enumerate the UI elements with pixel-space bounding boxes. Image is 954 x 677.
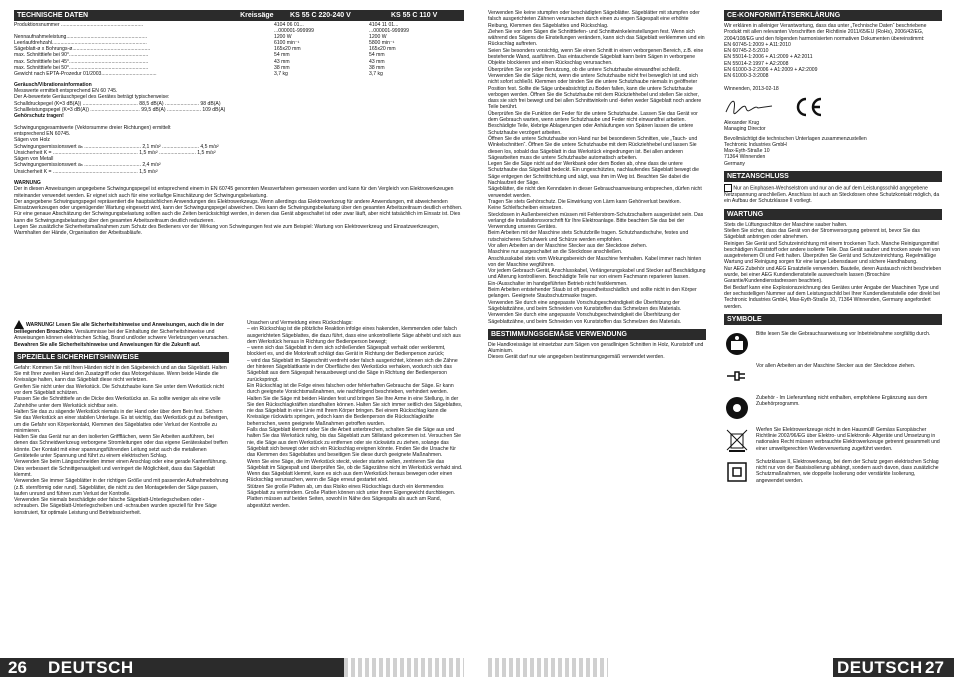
left-column-2 xyxy=(247,320,464,509)
spec-cell: 43 mm xyxy=(274,58,290,65)
spec-cell: Nennaufnahmeleistung......................................................... xyxy=(14,34,148,41)
safety-header: SPEZIELLE SICHERHEITSHINWEISE xyxy=(14,352,229,363)
safety-text-cont: Verwenden Sie keine stumpfen oder beschädigten Sägeblätter. Sägeblätter mit stumpfen oder falsch ausgerichteten Zähnen verursachen durch einen zu engen Sägespalt eine erhöhte Reibung, Klemmen des Sägeblattes und Rückschlag. Ziehen Sie vor dem Sägen die Schnitttiefen- und Schnittwinkeleinstellungen fest. Wenn sich während des Sägens die Einstellungen verändern, kann sich das Sägeblatt verklemmen und ein Rückschlag auftreten. Seien Sie besonders vorsichtig, wenn Sie einen Schnitt in einen verborgenen Bereich, z.B. eine bestehende Wand, ausführen. Das eintauchende Sägeblatt kann beim Sägen in verborgene Objekte blockieren und einen Rückschlag verursachen. Überprüfen Sie vor jeder Benutzung, ob die untere Schutzhaube einwandfrei schließt. Verwenden Sie die Säge nicht, wenn die untere Schutzhaube nicht frei beweglich ist und sich nicht sofort schließt. Klemmen oder binden Sie die untere Schutzhaube niemals in geöffneter Position fest. Sollte die Säge unbeabsichtigt zu Boden fallen, kann die untere Schutzhaube verbogen werden. Öffnen Sie die Schutzhaube mit dem Rückziehhebel und stellen Sie sicher, dass sie sich frei bewegt und bei allen Schnittwinkeln und -tiefen weder Sägeblatt noch andere Teile berührt. Überprüfen Sie die Funktion der Feder für die untere Schutzhaube. Lassen Sie das Gerät vor dem Gebrauch warten, wenn untere Schutzhaube und Feder nicht einwandfrei arbeiten. Beschädigte Teile, klebrige Ablagerungen oder Anhäufungen von Spänen lassen die untere Schutzhaube verzögert arbeiten. Öffnen Sie die untere Schutzhaube von Hand nur bei besonderen Schnitten, wie „Tauch- und Winkelschnitten“. Öffnen Sie die untere Schutzhaube mit dem Rückziehhebel und lassen Sie diesen los, sobald das Sägeblatt in das Werkstück eingedrungen ist. Bei allen anderen Sägearbeiten muss die untere Schutzhaube automatisch arbeiten. Legen Sie die Säge nicht auf der Werkbank oder dem Boden ab, ohne dass die untere Schutzhaube das Sägeblatt bedeckt. Ein ungeschütztes, nachlaufendes Sägeblatt bewegt die Säge entgegen der Schnittrichtung und sägt, was ihm im Weg ist. Beachten Sie dabei die Nachlaufzeit der Säge. Sägeblätter, die nicht den Kenndaten in dieser Gebrauchsanweisung entsprechen, dürfen nicht verwendet werden. Tragen Sie stets Gehörschutz. Die Einwirkung von Lärm kann Gehörverlust bewirken. Keine Schleifscheiben einsetzen. Steckdosen in Außenbereichen müssen mit Fehlerstrom-Schutzschaltern ausgerüstet sein. Das verlangt die Installationsvorschrift für Ihre Elektroanlage. Bitte beachten Sie das bei der Verwendung unseres Gerätes. Beim Arbeiten mit der Maschine stets Schutzbrille tragen. Schutzhandschuhe, festes und rutschsicheres Schuhwerk und Schürze werden empfohlen. Vor allen Arbeiten an der Maschine Stecker aus der Steckdose ziehen. Maschine nur ausgeschaltet an die Steckdose anschließen. Anschlusskabel stets vom Wirkungsbereich der Maschine fernhalten. Kabel immer nach hinten von der Maschine wegführen. Vor jedem Gebrauch Gerät, Anschlusskabel, Verlängerungskabel und Stecker auf Beschädigung und Alterung kontrollieren. Beschädigte Teile nur von einem Fachmann reparieren lassen. Ein-/Ausschalter im handgeführten Betrieb nicht festklemmen. Beim Arbeiten entstehender Staub ist oft gesundheitsschädlich und sollte nicht in den Körper gelangen. Geeignete Staubschutzmaske tragen. Verwenden Sie durch eine angepasste Vorschubgeschwindigkeit die Überhitzung der Sägeblattzähne, und beim Schneiden von Kunststoffen das Schmelzen des Materials. Verwenden Sie durch eine angepasste Vorschubgeschwindigkeit die Überhitzung der Sägeblattzähne, und beim Schneiden von Kunststoffen das Schmelzen des Materials. xyxy=(488,10,706,325)
symbols-list xyxy=(724,331,942,485)
spec-cell: 43 mm xyxy=(369,58,385,65)
class-ii-small-icon xyxy=(724,184,732,192)
mains-header: NETZANSCHLUSS xyxy=(724,171,942,182)
read-manual-icon xyxy=(724,331,750,357)
page-number: 26 xyxy=(8,658,27,677)
symbol-text: Bitte lesen Sie die Gebrauchsanweisung vor Inbetriebnahme sorgfältig durch. xyxy=(756,330,931,337)
spec-cell: max. Schnitttiefe bei 50°........................................................ xyxy=(14,64,149,71)
page-number-right: 27 xyxy=(925,658,944,677)
spec-cell: 38 mm xyxy=(369,64,385,71)
footer-stripe xyxy=(344,658,464,677)
weee-bin-icon xyxy=(724,427,750,453)
read-all-warning: WARNUNG! Lesen Sie alle Sicherheitshinweise und Anweisungen, auch die in der beiliegenden Broschüre. xyxy=(14,321,224,335)
right-column-1 xyxy=(488,10,706,361)
warning-triangle-icon xyxy=(14,320,24,329)
tech-data-title: TECHNISCHE DATEN xyxy=(17,12,89,19)
ce-mark-icon xyxy=(794,96,824,118)
keep-instructions: Bewahren Sie alle Sicherheitshinweise und Anweisungen für die Zukunft auf. xyxy=(14,341,201,348)
spec-col-2: KS 55 C 110 V xyxy=(390,12,438,19)
safety-text: Gefahr: Kommen Sie mit Ihren Händen nicht in den Sägebereich und an das Sägeblatt. Halten Sie mit Ihrer zweiten Hand den Zusatzgriff oder das Motorgehäuse. Wenn beide Hände die Kreissäge halten, kann das Sägeblatt diese nicht verletzen. Greifen Sie nicht unter das Werkstück. Die Schutzhaube kann Sie unter dem Werkstück nicht vor dem Sägeblatt schützen. Passen Sie die Schnitttiefe an die Dicke des Werkstücks an. Es sollte weniger als eine volle Zahnhöhe unter dem Werkstück sichtbar sein. Halten Sie das zu sägende Werkstück niemals in der Hand oder über dem Bein fest. Sichern Sie das Werkstück an einer stabilen Unterlage. Es ist wichtig, das Werkstück gut zu befestigen, um die Gefahr von Körperkontakt, Klemmen des Sägeblattes oder Verlust der Kontrolle zu minimieren. Halten Sie das Gerät nur an den isolierten Griffflächen, wenn Sie Arbeiten ausführen, bei denen das Schneidwerkzeug verborgene Stromleitungen oder das eigene Geräteskabel treffen könnte. Der Kontakt mit einer spannungsführenden Leitung setzt auch die metallenen Geräteteile unter Spannung und führt zu einem elektrischen Schlag. Verwenden Sie beim Längsschneiden immer einen Anschlag oder eine gerade Kantenführung. Dies verbessert die Schnittgenauigkeit und verringert die Möglichkeit, dass das Sägeblatt klemmt. Verwenden Sie immer Sägeblätter in der richtigen Größe und mit passender Aufnahmebohrung (z.B. sternförmig oder rund). Sägeblätter, die nicht zu den Montageteilen der Säge passen, laufen unrund und führen zum Verlust der Kontrolle. Verwenden Sie niemals beschädigte oder falsche Sägeblatt-Unterlegscheiben oder -schrauben. Die Sägeblatt-Unterlegscheiben und -schrauben wurden speziell für Ihre Säge konstruiert, für optimale Leistung und Betriebssicherheit. xyxy=(14,364,229,516)
symbol-row xyxy=(724,363,942,389)
symbol-row xyxy=(724,427,942,453)
intended-use-header: BESTIMMUNGSGEMÄSE VERWENDUNG xyxy=(488,329,706,340)
warning-title: WARNUNG xyxy=(14,180,41,186)
spec-cell: 3,7 kg xyxy=(369,70,383,77)
kickback-text: Ursachen und Vermeidung eines Rückschlags: – ein Rückschlag ist die plötzliche Reaktion infolge eines hakenden, klemmenden oder falsch ausgerichteten Sägeblattes, die dazu führt, dass eine unkontrollierte Säge abhebt und sich aus dem Werkstück heraus in Richtung der Bedienperson bewegt; – wenn sich das Sägeblatt in dem sich schließenden Sägespalt verhakt oder verklemmt, blockiert es, und die Motorkraft schlägt das Gerät in Richtung der Bedienperson zurück; – wird das Sägeblatt im Sägeschnitt verdreht oder falsch ausgerichtet, können sich die Zähne der hinteren Sägeblattkante in der Oberfläche des Werkstücks verhaken, wodurch sich das Sägeblatt aus dem Sägespalt herausbewegt und die Säge in Richtung der Bedienperson zurückspringt. Ein Rückschlag ist die Folge eines falschen oder fehlerhaften Gebrauchs der Säge. Er kann durch geeignete Vorsichtsmaßnahmen, wie nachfolgend beschrieben, verhindert werden. Halten Sie die Säge mit beiden Händen fest und bringen Sie Ihre Arme in eine Stellung, in der Sie den Rückschlagkräften standhalten können. Halten Sie sich immer seitlich des Sägeblattes, nie das Sägeblatt in eine Linie mit Ihrem Körper bringen. Bei einem Rückschlag kann die Kreissäge rückwärts springen, jedoch kann die Bedienperson die Rückschlagkräfte beherrschen, wenn geeignete Maßnahmen getroffen wurden. Falls das Sägeblatt klemmt oder Sie die Arbeit unterbrechen, schalten Sie die Säge aus und halten Sie das Werkstück ruhig, bis das Sägeblatt zum Stillstand gekommen ist. Versuchen Sie nie, die Säge aus dem Werkstück zu entfernen oder sie rückwärts zu ziehen, solange das Sägeblatt sich bewegt oder sich ein Rückschlag ereignen könnte. Finden Sie die Ursache für das Klemmen des Sägeblattes und beseitigen Sie diese durch geeignete Maßnahmen. Wenn Sie eine Säge, die im Werkstück steckt, wieder starten wollen, zentrieren Sie das Sägeblatt im Sägespalt und überprüfen Sie, ob die Sägezähne nicht im Werkstück verhakt sind. Wenn das Sägeblatt klemmt, kann es sich aus dem Werkstück heraus bewegen oder einen Rückschlag verursachen, wenn die Säge erneut gestartet wird. Stützen Sie große Platten ab, um das Risiko eines Rückschlags durch ein klemmendes Sägeblatt zu vermindern. Große Platten können sich unter ihrem Eigengewicht durchbiegen. Platten müssen auf beiden Seiten, sowohl in Nähe des Sägespalts als auch am Rand, abgestützt werden. xyxy=(247,320,463,509)
ce-authorised: Bevollmächtigt die technischen Unterlagen zusammenzustellen Techtronic Industries GmbH Max-Eyth-Straße 10 71364 Winnenden Germany xyxy=(724,135,867,167)
ce-text: Wir erklären in alleiniger Verantwortung, dass das unter „Technische Daten“ beschriebene Produkt mit allen relevanten Vorschriften der Richtlinie 2011/65/EU (RoHs), 2006/42/EG, 2004/108/EG und den folgenden harmonisierten normativen Dokumenten übereinstimmt: EN 60745-1:2009 + A11:2010 EN 60745-2-5:2010 EN 55014-1:2006 + A1:2009 + A2:2011 EN 55014-2:1997 + A2:2008 EN 61000-3-2:2006 + A1:2009 + A2:2009 EN 61000-3-3:2008 xyxy=(724,23,927,80)
spec-cell: ...000001-999999 xyxy=(274,28,314,35)
saw-blade-icon xyxy=(724,395,750,421)
ce-place-date: Winnenden, 2013-02-18 xyxy=(724,85,779,92)
spec-table xyxy=(14,22,464,77)
noise-section xyxy=(14,82,464,237)
spec-cell: 3,7 kg xyxy=(274,70,288,77)
left-column-1 xyxy=(14,320,229,516)
warning-text: Der in diesen Anweisungen angegebene Schwingungspegel ist entsprechend einem in EN 60745 genormten Messverfahren gemessen worden und kann für den Vergleich von Elektrowerkzeugen miteinander verwendet werden. Er eignet sich auch für eine vorläufige Einschätzung der Schwingungsbelastung. Der angegebene Schwingungspegel repräsentiert die hauptsächlichen Anwendungen des Elektrowerkzeugs. Wenn allerdings das Elektrowerkzeug für andere Anwendungen, mit abweichenden Einsatzwerkzeugen oder ungenügender Wartung eingesetzt wird, kann der Schwingungspegel abweichen. Dies kann die Schwingungsbelastung über den gesamten Arbeitszeitraum deutlich erhöhen. Für eine genaue Abschätzung der Schwingungsbelastung sollten auch die Zeiten berücksichtigt werden, in denen das Gerät abgeschaltet ist oder zwar läuft, aber nicht tatsächlich im Einsatz ist. Dies kann die Schwingungsbelastung über den gesamten Arbeitszeitraum deutlich reduzieren. Legen Sie zusätzliche Sicherheitsmaßnahmen zum Schutz des Bedieners vor der Wirkung von Schwingungen fest wie zum Beispiel: Wartung von Elektrowerkzeug und Einsatzwerkzeugen, Warmhalten der Hände, Organisation der Arbeitsabläufe. xyxy=(14,186,463,237)
right-column-2 xyxy=(724,10,942,485)
class-ii-icon xyxy=(724,459,750,485)
spec-cell: 5800 min⁻¹ xyxy=(369,40,395,47)
maintenance-header: WARTUNG xyxy=(724,209,942,220)
symbols-header: SYMBOLE xyxy=(724,314,942,325)
spec-cell: 6100 min⁻¹ xyxy=(274,40,300,47)
spec-cell: 38 mm xyxy=(274,64,290,71)
spec-cell: 165x20 mm xyxy=(369,46,396,53)
spec-col-0: Kreissäge xyxy=(240,12,274,19)
spec-cell: 1200 W xyxy=(369,34,387,41)
symbol-row xyxy=(724,395,942,421)
ce-signatory: Alexander Krug Managing Director xyxy=(724,119,766,133)
spec-cell: Produktionsnummer .......................................................... xyxy=(14,22,144,28)
spec-cell: Leerlaufdrehzahl................................................................... xyxy=(14,40,147,47)
tech-data-header xyxy=(14,10,464,21)
mains-text: Nur an Einphasen-Wechselstrom und nur an die auf dem Leistungsschild angegebene Netzspannung anschließen. Anschluss ist auch an Steckdosen ohne Schutzkontakt möglich, da ein Aufbau der Schutzklasse II vorliegt. xyxy=(724,185,940,205)
spec-cell: 165x20 mm xyxy=(274,46,301,53)
maintenance-text: Stets die Lüftungsschlitze der Maschine sauber halten. Stellen Sie sicher, dass das Gerät von der Stromversorgung getrennt ist, bevor Sie das Sägeblatt anbringen oder abnehmen. Reinigen Sie Gerät und Schutzeinrichtung mit einem trockenen Tuch. Manche Reinigungsmittel beschädigen Kunststoff oder andere isolierte Teile. Das Gerät sauber und trocken sowie frei von ausgetretenem Öl und Fett halten. Überprüfen Sie Gerät und Schutzeinrichtung. Regelmäßige Wartung und Reinigung sorgen für eine lange Lebensdauer und sichere Handhabung. Nur AEG Zubehör und AEG Ersatzteile verwenden. Bauteile, deren Austausch nicht beschrieben wurde, bei einer AEG Kundendienststelle auswechseln lassen (Broschüre Garantie/Kundendienstadressen beachten). Bei Bedarf kann eine Explosionszeichnung des Gerätes unter Angabe der Maschinen Type und der sechsstelligen Nummer auf dem Leistungsschild bei Ihrer Kundendienststelle oder direkt bei Techtronic Industries GmbH, Max-Eyth-Straße 10, 71364 Winnenden, Germany angefordert werden. xyxy=(724,221,942,310)
symbol-row xyxy=(724,331,942,357)
spec-cell: 4104 11 01... xyxy=(369,22,399,28)
read-all-text: Versäumnisse bei der Einhaltung der Sicherheitshinweise und Anweisungen können elektrischen Schlag, Brand und/oder schwere Verletzungen verursachen. xyxy=(14,329,229,342)
vibration-values: Schwingungsgesamtwerte (Vektorsumme dreier Richtungen) ermittelt entsprechend EN 60745. Sägen von Holz Schwingungsemissionswert aₕ ........................................ 2,1 m/s² .......................... 4,5 m/s² Unsicherheit K = ............................................................ 1,5 m/s² .......................... 1,5 m/s² Sägen von Metall Schwingungsemissionswert aₕ ........................................ 2,4 m/s² Unsicherheit K = ............................................................ 1,5 m/s² xyxy=(14,124,219,175)
symbol-text: Vor allen Arbeiten an der Maschine Stecker aus der Steckdose ziehen. xyxy=(756,362,916,369)
ce-signature-row xyxy=(724,94,942,120)
ear-protection-note: Gehörschutz tragen! xyxy=(14,113,64,120)
noise-values: Messwerte ermittelt entsprechend EN 60 745. Der A-bewertete Geräuschpegel des Gerätes beträgt typischerweise: Schalldruckpegel (K=3 dB(A)) ....................................... 88,5 dB(A) ........................ 98 dB(A) Schallleistungspegel (K=3 dB(A)) ................................... 99,5 dB(A) ........................ 109 dB(A) xyxy=(14,88,226,114)
spec-cell: 54 mm xyxy=(274,52,290,59)
unplug-icon xyxy=(724,363,750,389)
signature-icon xyxy=(724,96,774,118)
right-footer xyxy=(833,658,954,677)
spec-cell: 54 mm xyxy=(369,52,385,59)
symbol-row xyxy=(724,459,942,485)
spec-cell: Gewicht nach EPTA-Prozedur 01/2003....................................... xyxy=(14,70,157,77)
symbol-text: Zubehör - Im Lieferumfang nicht enthalten, empfohlene Ergänzung aus dem Zubehörprogramm. xyxy=(756,394,928,408)
spec-cell: Sägeblatt-ø x Bohrungs-ø....................................................... xyxy=(14,46,151,53)
spec-cell: 4104 06 01... xyxy=(274,22,304,28)
ce-header: CE-KONFORMITÄTSERKLÄRUNG xyxy=(724,10,942,21)
symbol-text: Schutzklasse II, Elektrowerkzeug, bei dem der Schutz gegen elektrischen Schlag nicht nur von der Basisisolierung abhängt, sondern auch davon, dass zusätzliche Schutzmaßnahmen, wie doppelte Isolierung oder verstärkte Isolierung, angewendet werden. xyxy=(756,458,939,484)
noise-title: Geräusch/Vibrationsinformation xyxy=(14,81,92,88)
left-page xyxy=(8,10,464,677)
right-page xyxy=(488,10,944,677)
symbol-text: Werfen Sie Elektrowerkzeuge nicht in den Hausmüll! Gemäss Europäischer Richtlinie 2002/96/EG über Elektro- und Elektronik- Altgeräte und Umsetzung in nationales Recht müssen verbrauchte Elektrowerkzeuge getrennt gesammelt und einer umweltgerechten Wiederverwertung zugeführt werden. xyxy=(756,426,940,452)
language-label-right: DEUTSCH xyxy=(837,658,923,677)
footer-stripe-right xyxy=(488,658,608,677)
spec-cell: 1200 W xyxy=(274,34,292,41)
spec-cell: ...000001-999999 xyxy=(369,28,409,35)
intended-use-text: Die Handkreissäge ist einsetzbar zum Sägen von geradlinigen Schnitten in Holz, Kunststoff und Aluminium. Dieses Gerät darf nur wie angegeben bestimmungsgemäß verwendet werden. xyxy=(488,341,704,361)
spec-cell: max. Schnitttiefe bei 45°........................................................ xyxy=(14,58,149,65)
spec-col-1: KS 55 C 220-240 V xyxy=(290,12,351,19)
spec-cell: max. Schnitttiefe bei 90°........................................................ xyxy=(14,52,149,59)
spec-row xyxy=(14,71,464,77)
language-label: DEUTSCH xyxy=(48,658,134,677)
